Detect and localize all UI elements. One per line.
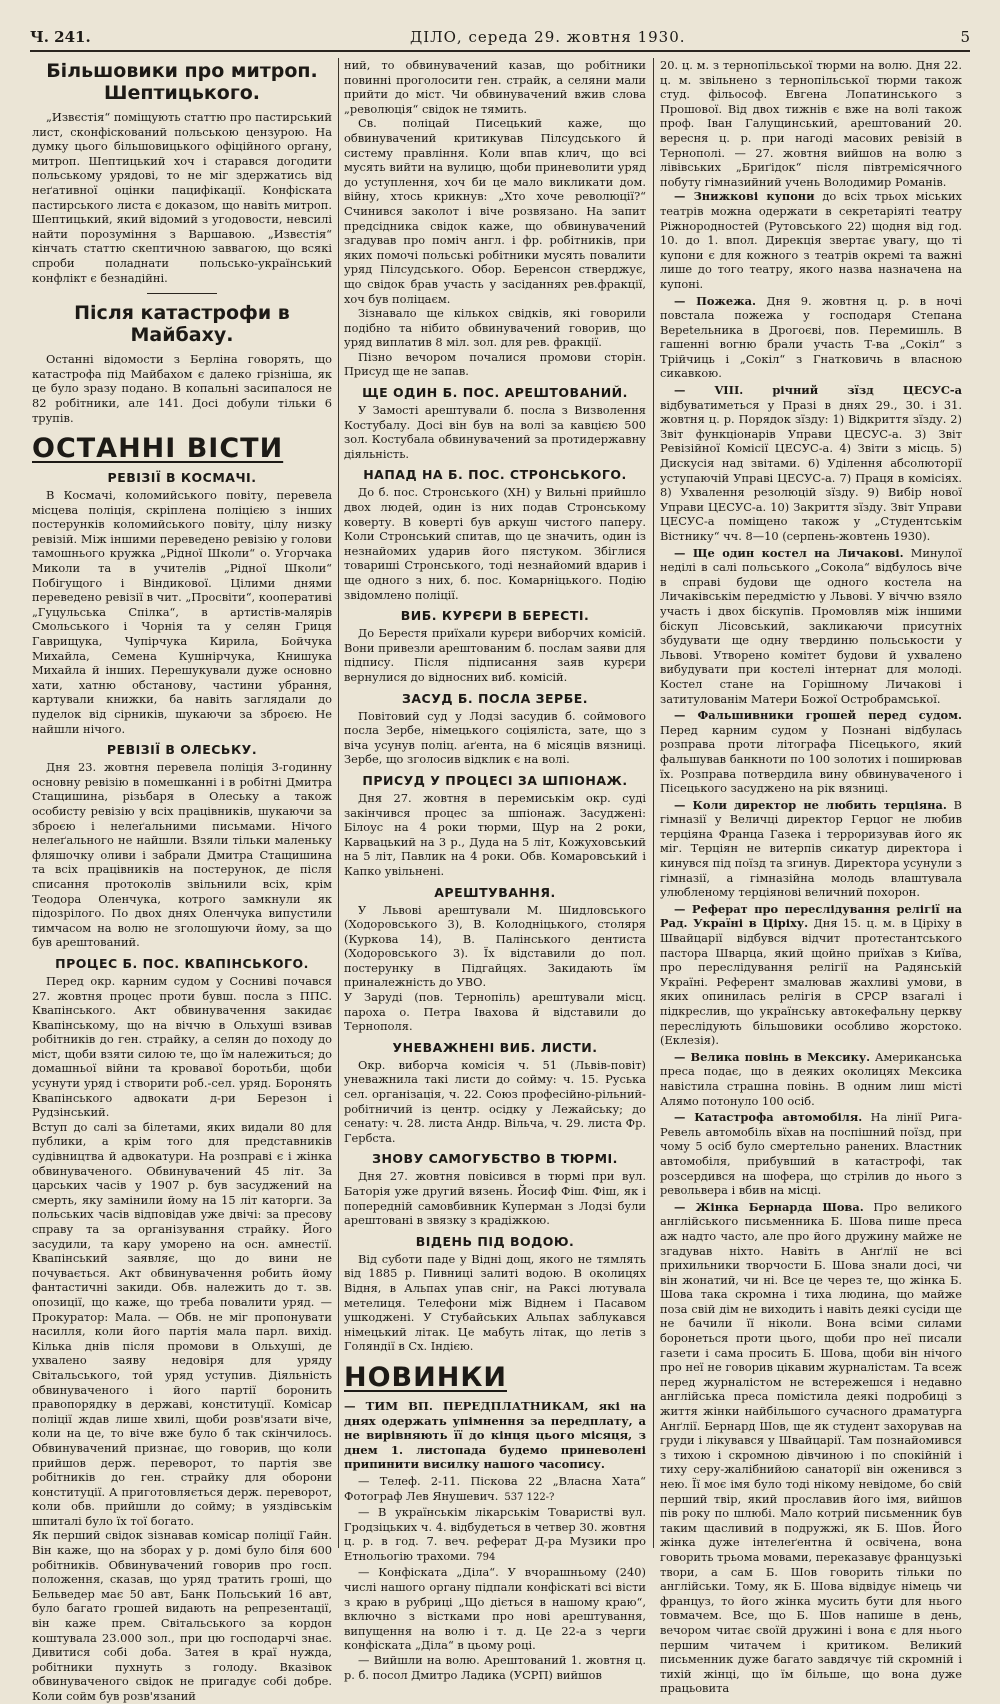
article-body: В Космачі, коломийського повіту, перевела місцева поліція, скріплена поліцією з інших постерунків коломийського повіту, цілу низку ревізій. Між іншими переведено ревізію у голови тамошнього кружка „Рідної Школи“ о. Угорчака Миколи та в учителів „Рідної Школи“ Побігущого і Віндикової. Цілими днями переведено ревізії в чит. „Просвіти“, кооперативі „Гуцульська Спілка“, в артистів-малярів Смольського і Чорнія та у селян Гриця Гаврищука, Чупірчука Кирила, Бойчука Михайла, Семена Кушнірчука, Книшука Михайла й інших. Перешукували дуже основно хати, хатню обстанову, частини убрання, картували книжки, ба навіть заглядали до пуделок від сірників, шукаючи за зброєю. Не найшли нічого. — [32, 488, 332, 736]
article-body: Св. поліцай Писецький каже, що обвинувачений критикував Пілсудського й систему правління. Коли впав клич, що всі мусять вийти на вулицю, щоби приневолити уряд до уступлення, хоч би це мало викликати дом. війну, хтось крикнув: „Хто хоче революції?“ Счинився заколот і віче розвязано. На запит предсідника свідок каже, що обвинувачений згадував про поміч англ. і фр. робітників, при яких помочі польські робітники мусять повалити уряд Пілсудського. Обор. Беренсон стверджує, що свідок брав участь у засіданнях рев.фракції, хоч був поліцаєм. — [344, 116, 646, 306]
news-item: — Жінка Бернарда Шова. Про великого англійського письменника Б. Шова пише преса аж надто часто, але про його дружину майже не згадував ніхто. Навіть в Анґлії не всі прихильники творчости Б. Шова знали досі, чи він жонатий, чи ні. Все це через те, що жінка Б. Шова така скромна і тиха людина, що майже поза свій дім не виходить і навіть деякі сусіди ще не бачили її ніколи. Вона всіми силами боронеться проти цього, щоби про неї писали газети і сама просить Б. Шова, щоби він нічого про неї не говорив цікавим журналістам. Та всеж перед журналістом не встережешся і недавно англійська преса помістила деякі подробиці з життя жінки найбільшого сучасного драматурга Анґлії. Бернард Шов, ще як студент захорував на груди і лікувався у Швайцарії. Там познайомився з тихою і скромною дівчиною і по спокійній і тиху серу-жалібнийою санаторії він оженився з нею. Її моє імя було тоді нікому невідоме, бо свій перший твір, який прославив його імя, вийшов пів року по шлюбі. Мало котрий письменник був таким щасливий в подружжі, як Б. Шов. Його жінка дуже інтелеґентна й освічена, вона говорить трьома мовами, переказавує французькі твори, а сам Б. Шов говорить тільки по англійськи. Тому, як Б. Шова відвідує німець чи француз, то його жінка мусить бути для нього товмачем. Все, що Б. Шов напише в день, вечором читає своїй дружині і вона є для нього першим читачем і критиком. Великий письменник дуже багато завдячує тій скромній і тихій жінці, що їм більше, що вона дуже працьовита — [660, 1199, 963, 1696]
news-item: — Фальшивники грошей перед судом. Перед карним судом у Познані відбулась розправа проти літографа Пісецького, який фальшував банкноти по 100 золотих і поширював їх. Розправа потвердила вину обвинуваченого і Пісецького засуджено на рік вязниці. — [660, 708, 962, 796]
column-3 — [660, 58, 963, 1696]
subhead: ПРОЦЕС Б. ПОС. КВАПІНСЬКОГО. — [55, 955, 309, 971]
subscribers-notice: — ТИМ ВП. ПЕРЕДПЛАТНИКАМ, які на днях одержать упімнення за передплату, а не вирівняють її до кінця цього місяця, з днем 1. листопада будемо приневолені припинити висилку нашого часопису. — [344, 1398, 646, 1472]
article-body: Окр. виборча комісія ч. 51 (Львів-повіт) уневажнила такі листи до сойму: ч. 15. Руська сел. організація, ч. 22. Союз професійно-рільний-робітничий із центр. осідку у Лежайську; до сенату: ч. 28. листа Андр. Вільча, ч. 29. листа Фр. Гербста. — [344, 1057, 646, 1145]
news-item: — Пожежа. Дня 9. жовтня ц. р. в ночі повстала пожежа у господаря Степана Верetельника в Дрогоєві, пов. Перемишль. В гашенні вогню брали участь Т-ва „Сокіл“ з Трійчиць і „Сокіл“ з Гнатковичь в власною сикавкою. — [660, 293, 962, 381]
news-item: — Конфіската „Діла“. У вчорашньому (240) числі нашого органу підпали конфіскаті всі вісти з краю в рубриці „Що діється в нашому краю“, включно з вістками про нові арештування, випущення на волю і т. д. Це 22-а з черги конфіската „Діла“ в цьому році. — [344, 1565, 646, 1653]
news-item: — Вийшли на волю. Арештований 1. жовтня ц. р. б. посол Дмитро Ладика (УСРП) вийшов — [344, 1653, 646, 1682]
subhead: ВІДЕНЬ ПІД ВОДОЮ. — [415, 1233, 575, 1249]
section-title-latest-news: ОСТАННІ ВІСТИ — [32, 433, 284, 465]
masthead-title-date: ДІЛО, середа 29. жовтня 1930. — [410, 28, 686, 46]
article-body: Останні відомости з Берліна говорять, що катастрофа під Майбахом є далеко грізніша, як це було зразу подано. В копальні засипалося не 82 робітники, але 141. Досі добули тільки 6 трупів. — [32, 352, 332, 425]
article-body: Від суботи паде у Відні дощ, якого не тямлять від 1885 р. Пивниці залиті водою. В околицях Відня, в Альпах упав сніг, на Раксі лютувала метелиця. Телефони між Віднем і Пасавом ушкоджені. У Стубайських Альпах заблукався німецький літак. Це мабуть літак, що летів з Голяндії в Сх. Індією. — [344, 1251, 646, 1354]
headline-maibach: Після катастрофи в Майбаху. — [74, 302, 290, 347]
article-body: Дня 23. жовтня перевела поліція 3-годинну основну ревізію в помешканні і в робітні Дмитра Стащишина, різьбаря в Олеську а також особисту ревізію у всіх працівників, шукаючи за зброєю і нелеґальними письмами. Нічого нелеґального не найшли. Взяли тільки маленьку фляшочку оливи і забрали Дмитра Стащишина та всіх працівників на постерунок, де після списання протоколів звільнили всіх, крім Теодора Оленчука, котрого замкнули як підозрілого. По двох днях Оленчука випустили тимчасом на волю не зголошуючи йому, за що був арештований. — [32, 760, 332, 950]
subhead: НАПАД НА Б. ПОС. СТРОНСЬКОГО. — [363, 467, 627, 483]
news-item: — Ще один костел на Личакові. Минулої неділі в салі польського „Сокола“ відбулось віче в справі будови ще одного костела на Личаківськім передмістю у Львові. У віччю взяло участь і двох біскупів. Промовляв між іншими біскуп Лісовський, закликаючи присутніх збудувати ще одну твердиню польськости у Львові. Утворено комітет будови й ухвалено вибудувати при костелі інтернат для молоді. Костел стане на Горішному Личакові і затитулованім Матери Божої Остробрамської. — [660, 545, 962, 706]
article-body: До б. пос. Стронського (ХН) у Вильні прийшло двох людей, один із них подав Стронському коверту. В коверті був аркуш чистого паперу. Коли Стронський спитав, що це значить, один із незнайомих ударив його пястуком. Збіглися товариші Стронського, тоді незнайомий вдарив і ще одного з них, б. пос. Комарніцького. Подію звідомлено поліції. — [344, 485, 646, 602]
article-body: ний, то обвинувачений казав, що робітники повинні проголосити ген. страйк, а селяни мали прийти до міст. Чи обвинувачений вжив слова „революція“ свідок не тямить. — [344, 58, 646, 116]
subhead: УНЕВАЖНЕНІ ВИБ. ЛИСТИ. — [392, 1039, 598, 1055]
section-title-news: НОВИНКИ — [344, 1361, 507, 1393]
running-head — [30, 24, 970, 52]
article-body: „Извєстія“ поміщують статтю про пастирський лист, сконфіскований польською цензурою. На думку цього більшовицького офіційного органу, митроп. Шептицький хоч і старався догодити польському урядові, то не міг здержатись від неґативної оцінки пацифікації. Конфіската пастирського листа є доказом, що навіть митроп. Шептицький, який відомий з угодовости, невсилі найти порозуміння з Варшавою. „Извєстія“ кінчать статтю скептичною заввагою, що всякі спроби поладнати польсько-український конфлікт є безнадійні. — [32, 110, 332, 285]
article-body: Повітовий суд у Лодзі засудив б. соймового посла Зербе, німецького соціяліста, зате, що з віча усунув поліц. аґента, на 6 місяців вязниці. Зербе, що зголосив відклик є на волі. — [344, 708, 646, 767]
subhead: АРЕШТУВАННЯ. — [434, 884, 556, 900]
column-1 — [32, 58, 332, 1703]
column-2 — [344, 58, 646, 1682]
column-rule — [653, 58, 654, 1548]
article-body: Дня 27. жовтня повісився в тюрмі при вул. Баторія уже другий вязень. Йосиф Фіш. Фіш, як і попередній самовбивник Куперман з Лодзі були арештовані в звязку з крадіжкою. — [344, 1169, 646, 1228]
subhead: ЩЕ ОДИН Б. ПОС. АРЕШТОВАНИЙ. — [362, 385, 628, 401]
subhead: ЗАСУД Б. ПОСЛА ЗЕРБЕ. — [401, 690, 589, 706]
news-item: — Катастрофа автомобіля. На лінії Рига-Ревель автомобіль вїхав на поспішний поїзд, при чому 5 осіб було смертельно ранених. Властник автомобіля, прибувший в катастрофі, так розсердився на шофера, що стрілив до нього з револьвера і вбив на місці. — [660, 1110, 962, 1198]
news-item: — Велика повінь в Мексику. Американська преса подає, що в деяких околицях Мексика навістила страшна повінь. В одним лиш місті Алямо потонуло 100 осіб. — [660, 1049, 962, 1108]
divider — [147, 293, 217, 294]
article-body: Дня 27. жовтня в перемиськім окр. суді закінчився процес за шпіонаж. Засуджені: Білоус на 4 роки тюрми, Щур на 2 роки, Карвацький на 3 р., Дуда на 5 літ, Кожуховський на 5 літ, Павлик на 4 роки. Обв. Комаровський і Капко увільнені. — [344, 790, 646, 878]
news-item: — В українськім лікарськім Товаристві вул. Гродзіцьких ч. 4. відбудеться в четвер 30. жовтня ц. р. в год. 7. веч. реферат Д-ра Музики про Етнольогію трахоми. 794 — [344, 1505, 646, 1563]
article-body: Пізно вечором почалися промови сторін. Присуд ще не запав. — [344, 349, 646, 379]
article-body: До Берестя приїхали курєри виборчих комісій. Вони привезли арештованим б. послам заяви для підпису. Після підписання заяв курєри вернулися до відносних виб. комісій. — [344, 626, 646, 684]
article-body: У Замості арештували б. посла з Визволення Костубалу. Досі він був на волі за кавцією 500 зол. Костубала обвинувачений за протидержавну діяльність. — [344, 403, 646, 461]
news-item: — Коли директор не любить терціяна. В гімназії у Величці директор Герцог не любив терціяна Франца Газека і терроризував його як міг. Терціян не витерпів сикатур директора і кинувся під поїзд та згинув. Директора усунули з гімназії, а гімназійна молодь влаштувала улюбленому терціянові величний похорон. — [660, 797, 963, 900]
subhead: ВИБ. КУРЄРИ В БЕРЕСТІ. — [400, 608, 590, 624]
page-number: 5 — [960, 28, 970, 46]
subhead: ЗНОВУ САМОГУБСТВО В ТЮРМІ. — [372, 1151, 618, 1167]
subhead: РЕВІЗІЇ В ОЛЕСЬКУ. — [106, 742, 258, 758]
subhead: РЕВІЗІЇ В КОСМАЧІ. — [107, 470, 257, 486]
issue-number: Ч. 241. — [30, 28, 91, 46]
column-rule — [338, 58, 339, 1548]
article-body: Перед окр. карним судом у Сосниві почався 27. жовтня процес проти бувш. посла з ППС. Квапінського. Акт обвинувачення закидає Квапінському, що на віччю в Ольхуші взивав робітників до ген. страйку, а селян до походу до міст, щоби взяти силою те, що їм належиться; до домашньої війни та кровавої боротьби, щоби усунути уряд і створити роб.-сел. уряд. Боронять Квапінського адвокати д-ри Березон і Рудзінський. Вступ до салі за білетами, яких видали 80 для публики, а крім того для представників судівництва й адвокатури. На розправі є і жінка обвинуваченого. Обвинувачений 45 літ. За царських часів у 1907 р. був засуджений на смерть, яку замінили йому на 15 літ каторги. За польських часів відповідав уже двічі: за пресову справу та за організування страйку. Його засудили, та кару уморено на осн. амнестії. Квапінський заявляє, що до вини не почувається. Акт обвинувачення робить йому фантастичні закиди. Обв. належить до т. зв. опозиції, що каже, що треба повалити уряд. — Прокуратор: Мала. — Обв. не міг пропонувати насилля, коли його партія мала парл. вихід. Кілька днів після промови в Ольхуші, де ухвалено заяву недовіря для уряду Світальського, той уряд уступив. Діяльність обвинуваченого і його партії боронить правопорядку в державі, конституції. Комісар поліції ждав лише хвилі, щоби розв'язати віче, коли на це, то віче вже було б так скінчилось. Обвинувачений признає, що говорив, що коли прийшов держ. переворот, то партія зве робітників до ген. страйку для оборони конституції. А приготовляється держ. переворот, коли обв. прийшли до сойму; в уяздівськім шпиталі було їх тої богато. Як перший свідок зізнавав комісар поліції Гайн. Він каже, що на зборах у р. домі було біля 600 робітників. Обвинувачений говорив про госп. положення, сказав, що уряд тратить гроші, що Бельведер має 50 авт, Банк Польський 16 авт, було багато грошей видають на репрезентації, він каже прем. Світальського за кордон коштувала 23.000 зол., при цю господарчі знає. Дивитися собі доба. Затея в краї нужда, робітники пухнуть з голоду. Вказівок обвинуваченого свідок не пригадує собі добре. Коли сойм був розв'язаний — [32, 973, 332, 1703]
news-item: — Реферат про переслідування релігії на Рад. Україні в Ціріху. Дня 15. ц. м. в Ціріху в Швайцарії відбувся відчит протестантського пастора Шварца, який щойно приїхав з Київа, про переслідування релігії на Радянській Україні. Референт змалював жахливі умови, в яких опинилась релігія в СРСР взагалі і підкреслив, що українську автокефальну церкву переслідують більшовики особливо жорстоко. (Еклезія). — [660, 901, 962, 1048]
news-item: — Телеф. 2-11. Піскова 22 „Власна Хата“ Фотограф Лев Янушевич. 537 122-? — [344, 1473, 646, 1503]
article-body: 20. ц. м. з тернопільської тюрми на волю. Дня 22. ц. м. звільнено з тернопільської тюрми також студ. фільософ. Евгена Лопатинського з Прошової. Від двох тижнів є вже на волі також проф. Іван Галущинський, арештований 20. вересня ц. р. при нагоді масових ревізій в Тернополі. — 27. жовтня вийшов на волю з лівівських „Бриґідок“ після півтремісячного побуту гімназийний учень Володимир Романів. — [660, 58, 962, 189]
subhead: ПРИСУД У ПРОЦЕСІ ЗА ШПІОНАЖ. — [362, 772, 628, 788]
news-item: — VIII. річний зїзд ЦЕСУС-а відбуватиметься у Празі в днях 29., 30. і 31. жовтня ц. р. Порядок зїзду: 1) Відкриття зїзду. 2) Звіт функціонарів Управи ЦЕСУС-а. 3) Звіт Ревізійної Комісії ЦЕСУС-а. 4) Звіти з місць. 5) Дискусія над звітами. 6) Уділення абсолюторії уступаючій Управі ЦЕСУС-а. 7) Праця в комісіях. 8) Ухвалення резолюцій зїзду. 9) Вибір нової Управи ЦЕСУС-а. 10) Закриття зїзду. Звіт Управи ЦЕСУС-а поміщено також у „Студентськім Вістнику“ чч. 8—10 (серпень-жовтень 1930). — [660, 383, 962, 543]
article-body: У Львові арештували М. Шидловського (Ходоровського 3), В. Колодніцького, столяря (Куркова 14), В. Палінського дентиста (Ходоровського 3). Їх відставили до пол. постерунку в Підгайцях. Закидають їм приналежність до УВО. У Заруді (пов. Тернопіль) арештували місц. пароха о. Петра Івахова й відставили до Тернополя. — [344, 902, 646, 1034]
headline-bolsheviks: Більшовики про митроп. Шептицького. — [46, 60, 318, 104]
article-body: Зізнавало ще кількох свідків, які говорили подібно та нібито обвинувачений говорив, що уряд виплатив 8 міл. зол. для рев. фракції. — [344, 306, 646, 350]
news-item: — Знижкові купони до всіх трьох міських театрів можна одержати в секретаріяті театру Ріжнородностей (Рутовського 22) щодня від год. 10. до 1. впол. Дирекція звертає увагу, що ті купони є для кожного з театрів окремі та важні лише до того театру, якого назва назначена на купоні. — [660, 189, 962, 291]
